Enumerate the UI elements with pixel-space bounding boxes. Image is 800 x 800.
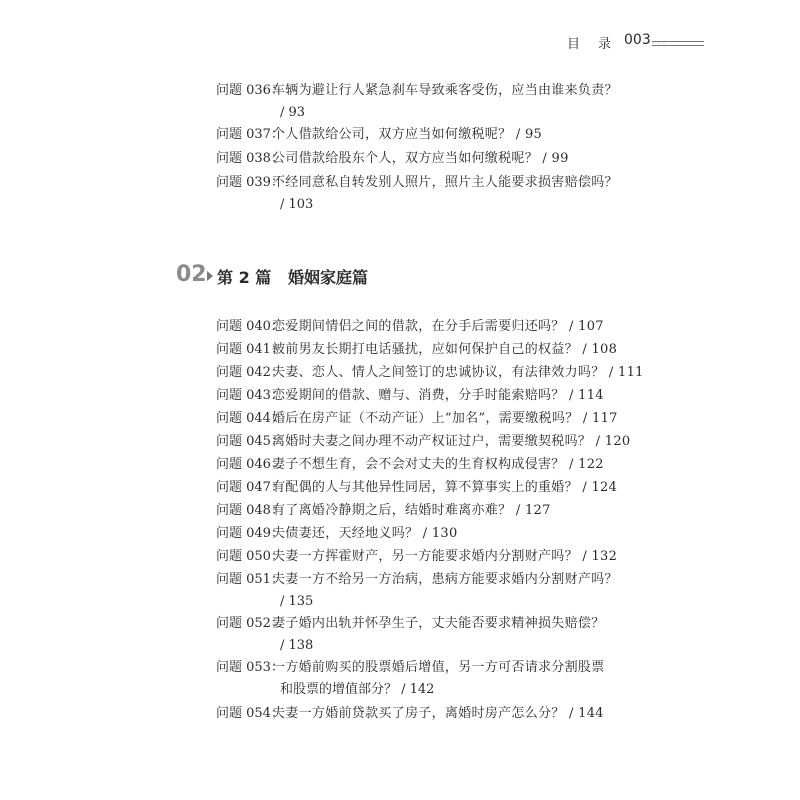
toc-entry [216, 431, 636, 453]
entry-label: 问题 048： [216, 503, 284, 518]
toc-entry [216, 316, 636, 338]
entry-title: 夫妻一方挥霍财产，另一方能要求婚内分割财产吗？ / 132 [272, 549, 618, 564]
section-name: 第 2 篇 [217, 268, 272, 287]
entry-label: 问题 037： [216, 127, 284, 142]
entry-title: 恋爱期间情侣之间的借款，在分手后需要归还吗？ / 107 [272, 319, 604, 334]
entry-label: 问题 036： [216, 83, 284, 98]
entry-label: 问题 040： [216, 319, 284, 334]
toc-entry [216, 500, 636, 522]
entry-label: 问题 047： [216, 480, 284, 495]
entry-label: 问题 049： [216, 526, 284, 541]
entry-label: 问题 045： [216, 434, 284, 449]
section-subtitle: 婚姻家庭篇 [288, 268, 369, 287]
entry-page: / 103 [280, 197, 314, 212]
entry-title: 有了离婚冷静期之后，结婚时难离亦难？ / 127 [272, 503, 551, 518]
entry-title: 一方婚前购买的股票婚后增值，另一方可否请求分割股票 [272, 660, 605, 675]
entry-label: 问题 046： [216, 457, 284, 472]
toc-entry [216, 80, 636, 120]
entry-title: 婚后在房产证（不动产证）上“加名”，需要缴税吗？ / 117 [272, 411, 618, 426]
entry-title: 有配偶的人与其他异性同居，算不算事实上的重婚？ / 124 [272, 480, 618, 495]
toc-entry [216, 523, 636, 545]
toc-entry [216, 362, 644, 384]
entry-title: 公司借款给股东个人，双方应当如何缴税呢？ / 99 [272, 151, 569, 166]
entry-title: 不经同意私自转发别人照片，照片主人能要求损害赔偿吗？ [272, 175, 618, 190]
section-heading [176, 262, 476, 292]
toc-entry [216, 172, 636, 212]
entry-label: 问题 050： [216, 549, 284, 564]
entry-label: 问题 052： [216, 616, 284, 631]
entry-title: 夫妻一方婚前贷款买了房子，离婚时房产怎么分？ / 144 [272, 706, 604, 721]
entry-page: / 93 [280, 105, 306, 120]
toc-entry [216, 148, 636, 170]
section-arrow-icon [207, 271, 213, 281]
running-header [540, 33, 710, 53]
entry-label: 问题 043： [216, 388, 284, 403]
toc-entry [216, 124, 636, 146]
toc-entry [216, 477, 636, 499]
header-page-number: 003 [624, 32, 651, 48]
entry-label: 问题 038： [216, 151, 284, 166]
toc-entry [216, 454, 636, 476]
toc-entry [216, 546, 636, 568]
entry-label: 问题 042： [216, 365, 284, 380]
entry-label: 问题 053： [216, 660, 284, 675]
entry-label: 问题 044： [216, 411, 284, 426]
entry-title: 夫妻一方不给另一方治病，患病方能要求婚内分割财产吗？ [272, 572, 618, 587]
toc-entry [216, 339, 636, 361]
toc-entry [216, 703, 636, 725]
entry-title: 夫妻、恋人、情人之间签订的忠诚协议，有法律效力吗？ / 111 [272, 365, 644, 380]
header-ornament: ◦◦◦◦ [646, 39, 667, 47]
header-rule [652, 41, 704, 46]
toc-entry [216, 385, 636, 407]
entry-title: 夫债妻还，天经地义吗？ / 130 [272, 526, 458, 541]
toc-entry [216, 657, 636, 697]
entry-page: 和股票的增值部分？ / 142 [280, 682, 435, 697]
toc-entry [216, 408, 636, 430]
entry-title: 车辆为避让行人紧急刹车导致乘客受伤，应当由谁来负责？ [272, 83, 618, 98]
entry-label: 问题 039： [216, 175, 284, 190]
entry-page: / 138 [280, 638, 314, 653]
entry-title: 被前男友长期打电话骚扰，应如何保护自己的权益？ / 108 [272, 342, 618, 357]
entry-label: 问题 054： [216, 706, 284, 721]
entry-title: 妻子不想生育，会不会对丈夫的生育权构成侵害？ / 122 [272, 457, 604, 472]
entry-title: 个人借款给公司，双方应当如何缴税呢？ / 95 [272, 127, 543, 142]
header-category: 目录 [567, 37, 630, 52]
entry-label: 问题 041： [216, 342, 284, 357]
entry-title: 恋爱期间的借款、赠与、消费，分手时能索赔吗？ / 114 [272, 388, 604, 403]
entry-label: 问题 051： [216, 572, 284, 587]
entry-page: / 135 [280, 594, 314, 609]
toc-entry [216, 613, 636, 653]
toc-entry [216, 569, 636, 609]
entry-title: 妻子婚内出轨并怀孕生子，丈夫能否要求精神损失赔偿？ [272, 616, 605, 631]
entry-title: 离婚时夫妻之间办理不动产权证过户，需要缴契税吗？ / 120 [272, 434, 631, 449]
section-number: 02 [176, 262, 207, 287]
